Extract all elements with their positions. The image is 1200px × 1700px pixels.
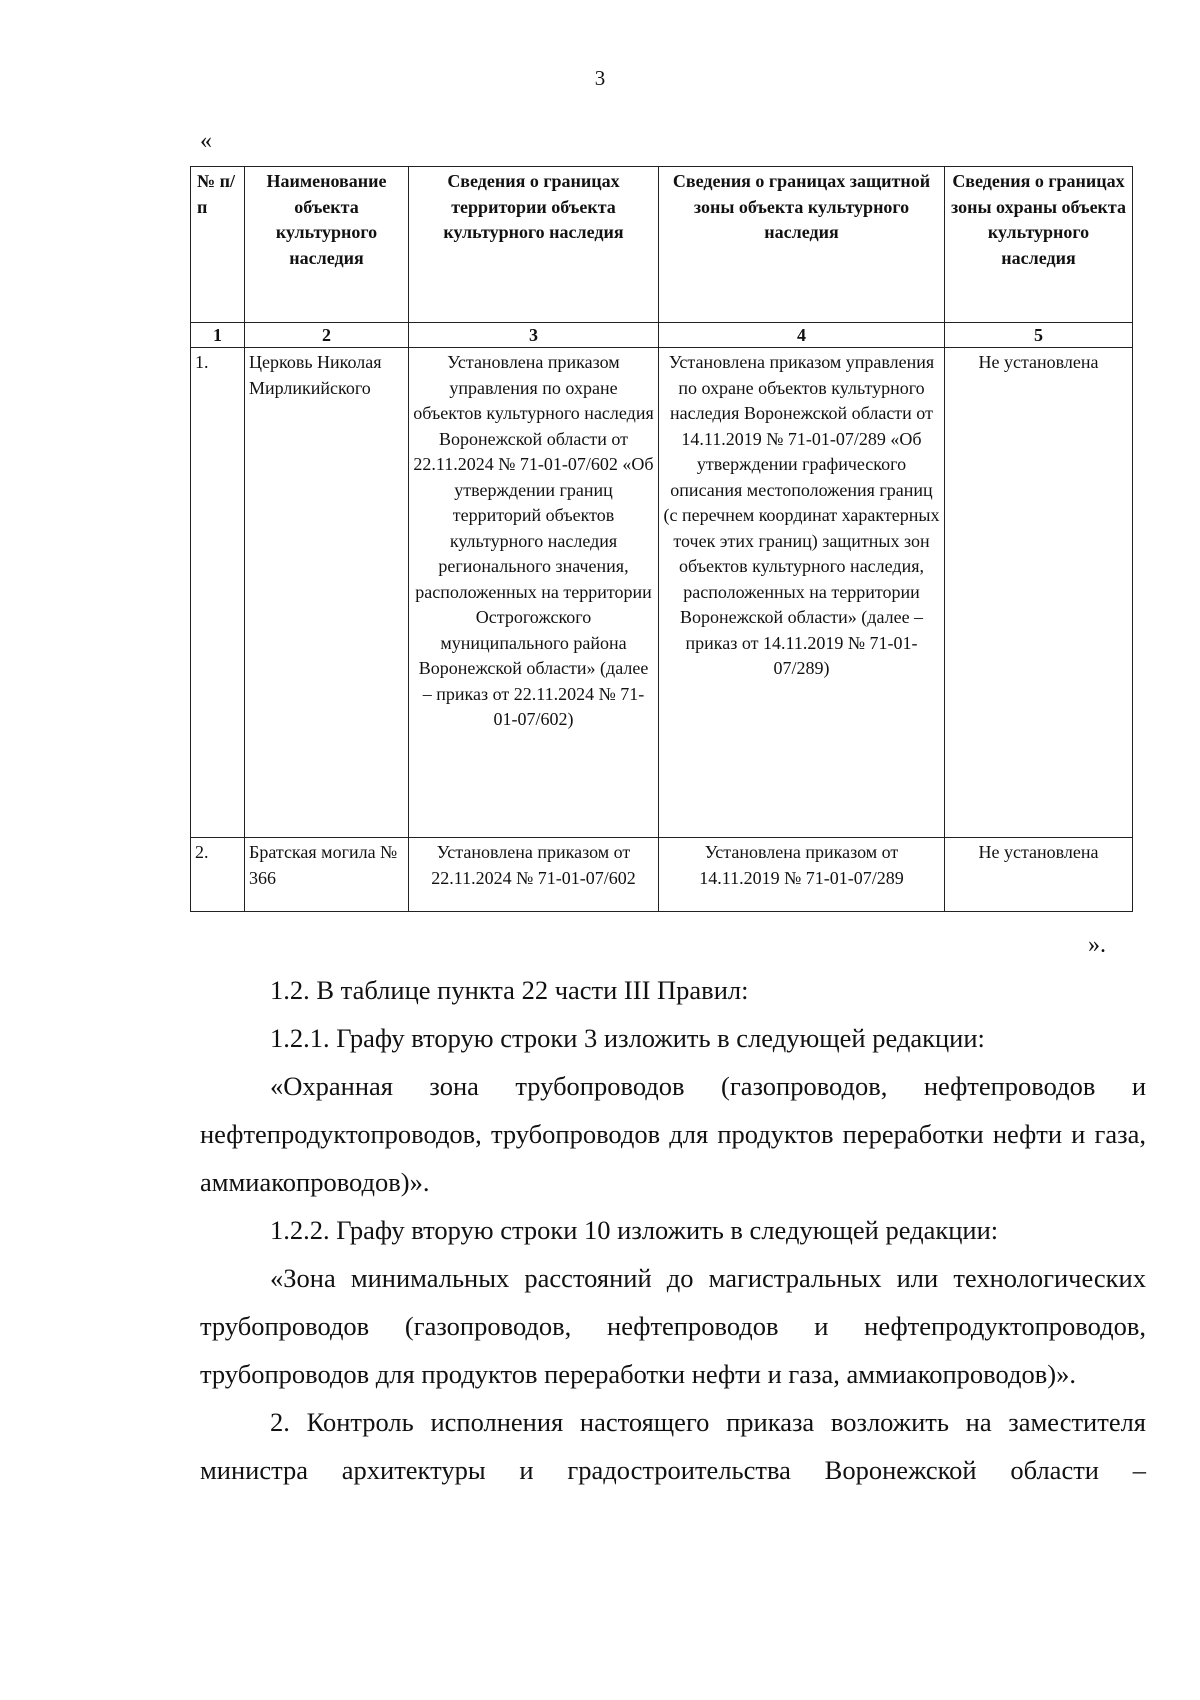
header-security-zone-boundaries: Сведения о границах зоны охраны объекта культурного наследия (945, 167, 1133, 323)
object-name: Братская могила № 366 (245, 838, 409, 912)
page-number: 3 (594, 66, 606, 90)
protective-zone-info: Установлена приказом от 14.11.2019 № 71-01-07/289 (659, 838, 945, 912)
column-number-row (191, 323, 1133, 348)
protective-zone-info: Установлена приказом управления по охране объектов культурного наследия Воронежской области от 14.11.2019 № 71-01-07/289 «Об утверждении графического описания местоположения границ (с перечнем координат характерных точек этих границ) защитных зон объектов культурного наследия, расположенных на территории Воронежской области» (далее – приказ от 14.11.2019 № 71-01-07/289) (659, 348, 945, 838)
column-number: 5 (945, 323, 1133, 348)
table-row (191, 838, 1133, 912)
paragraph-1-2-2: 1.2.2. Графу вторую строки 10 изложить в следующей редакции: (270, 1215, 999, 1245)
table-open-quote: « (200, 128, 212, 154)
heritage-objects-table (190, 166, 1133, 912)
paragraph-quote-protective-zone: «Охранная зона трубопроводов (газопроводов, нефтепроводов и нефтепродуктопроводов, трубопроводов для продуктов переработки нефти и газа, аммиакопроводов)». (200, 1071, 1146, 1197)
table-row (191, 348, 1133, 838)
column-number: 3 (409, 323, 659, 348)
header-object-name: Наименование объекта культурного наследия (245, 167, 409, 323)
security-zone-info: Не установлена (945, 838, 1133, 912)
paragraph-1-2-1: 1.2.1. Графу вторую строки 3 изложить в следующей редакции: (270, 1023, 985, 1053)
paragraph-quote-minimum-distance: «Зона минимальных расстояний до магистральных или технологических трубопроводов (газопроводов, нефтепроводов и нефтепродуктопроводов, трубопроводов для продуктов переработки нефти и газа, аммиакопроводов)». (200, 1263, 1146, 1389)
column-number: 4 (659, 323, 945, 348)
header-territory-boundaries: Сведения о границах территории объекта культурного наследия (409, 167, 659, 323)
table-header-row (191, 167, 1133, 323)
paragraph-1-2: 1.2. В таблице пункта 22 части III Правил: (270, 975, 749, 1005)
paragraph-2-control: 2. Контроль исполнения настоящего приказа возложить на заместителя министра архитектуры и градостроительства Воронежской области – (200, 1407, 1146, 1485)
header-number: № п/п (191, 167, 245, 323)
document-body (200, 966, 1146, 1494)
column-number: 2 (245, 323, 409, 348)
territory-info: Установлена приказом от 22.11.2024 № 71-01-07/602 (409, 838, 659, 912)
object-name: Церковь Николая Мирликийского (245, 348, 409, 838)
territory-info: Установлена приказом управления по охране объектов культурного наследия Воронежской области от 22.11.2024 № 71-01-07/602 «Об утверждении границ территорий объектов культурного наследия регионального значения, расположенных на территории Острогожского муниципального района Воронежской области» (далее – приказ от 22.11.2024 № 71-01-07/602) (409, 348, 659, 838)
row-number: 2. (191, 838, 245, 912)
header-protective-zone-boundaries: Сведения о границах защитной зоны объекта культурного наследия (659, 167, 945, 323)
column-number: 1 (191, 323, 245, 348)
security-zone-info: Не установлена (945, 348, 1133, 838)
table-close-quote: ». (1088, 932, 1106, 958)
row-number: 1. (191, 348, 245, 838)
